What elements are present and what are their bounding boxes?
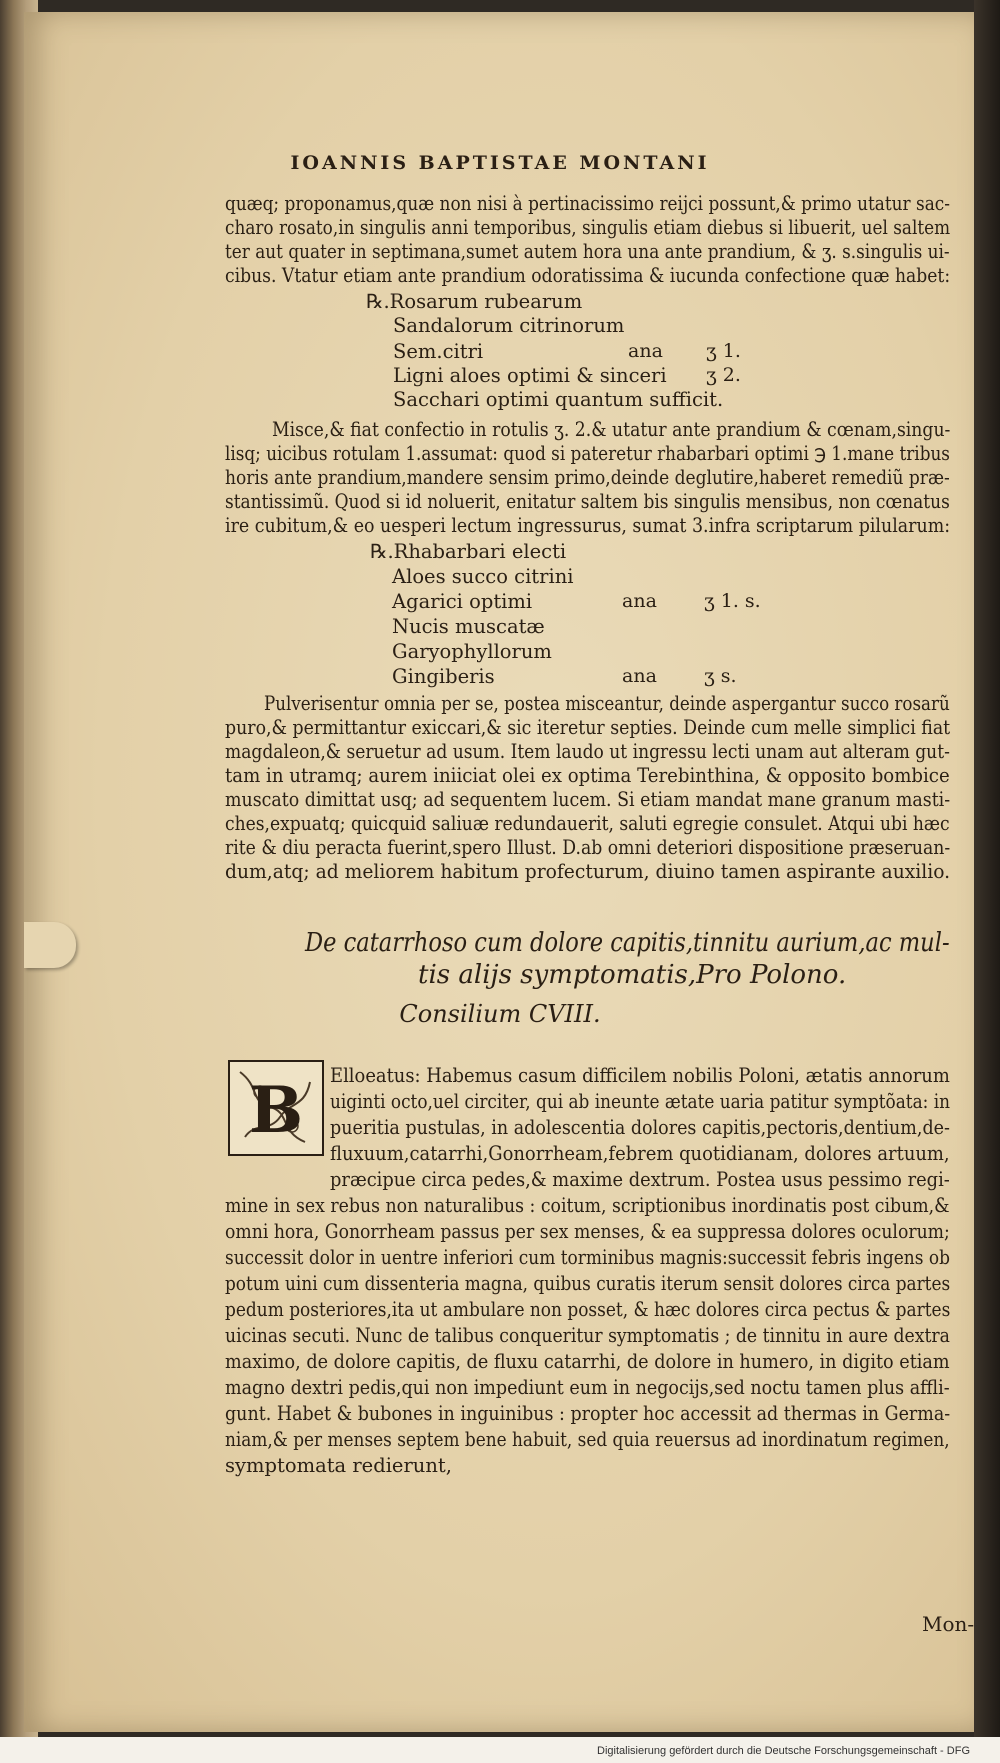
text-line: ches,expuatq; quicquid saliuæ redundauerit, saluti egregie consulet. Atqui ubi hæc [225,812,950,835]
text-line: Misce,& fiat confectio in rotulis ʒ. 2.& utatur ante prandium & cœnam,singu- [272,418,951,441]
text-line: maximo, de dolore capitis, de fluxu catarrhi, de dolore in humero, in digito etiam [225,1350,950,1373]
recipe-item: Garyophyllorum [392,640,552,663]
recipe-item: Gingiberis [392,665,495,688]
text-line: uiginti octo,uel circiter, qui ab ineunte ætate uaria patitur symptõata: in [330,1090,950,1113]
dose-value: ʒ 2. [706,364,741,386]
decorated-initial [228,1060,324,1156]
page-marker-tab [24,922,76,968]
dose-value: ʒ 1. [706,340,741,362]
text-line: ire cubitum,& eo uesperi lectum ingressurus, sumat 3.infra scriptarum pilularum: [225,514,951,537]
running-head: IOANNIS BAPTISTAE MONTANI [290,152,710,174]
text-line: horis ante prandium,mandere sensim primo,deinde deglutire,haberet remediũ præ- [225,466,950,489]
text-line: quæq; proponamus,quæ non nisi à pertinacissimo reijci possunt,& primo utatur sac- [225,192,950,215]
text-line: stantissimũ. Quod si id noluerit, enitatur saltem bis singulis mensibus, non cœnatus [225,490,950,513]
recipe-item: Ligni aloes optimi & sinceri [393,364,667,387]
recipe-item: Aloes succo citrini [392,565,574,588]
recipe-item: ℞.Rhabarbari electi [370,540,567,563]
dose-value: ʒ 1. s. [704,590,761,612]
text-line: charo rosato,in singulis anni temporibus, singulis etiam diebus si libuerit, uel saltem [225,216,951,239]
text-line: magno dextri pedis,qui non impediunt eum in negocijs,sed noctu tamen plus affli- [225,1376,950,1399]
book-edge [974,0,1000,1763]
text-line: lisq; uicibus rotulam 1.assumat: quod si pateretur rhabarbari optimi ℈ 1.mane tribus [225,442,950,465]
text-line: pedum posteriores,ita ut ambulare non posset, & hæc dolores circa pectus & partes [225,1298,951,1321]
ana-label: ana [628,340,663,362]
section-heading: De catarrhoso cum dolore capitis,tinnitu aurium,ac mul- [305,928,950,958]
dose-value: ʒ s. [704,665,737,687]
section-heading: tis alijs symptomatis,Pro Polono. [418,960,847,990]
recipe-item: Sem.citri [393,340,484,363]
text-line: niam,& per menses septem bene habuit, sed quia reuersus ad inordinatum regimen, [225,1428,950,1451]
text-line: symptomata redierunt, [225,1454,452,1477]
text-line: fluxuum,catarrhi,Gonorrheam,febrem quotidianam, dolores artuum, [330,1142,950,1165]
text-line: successit dolor in uentre inferiori cum torminibus magnis:successit febris ingens ob [225,1246,950,1269]
recipe-item: Sandalorum citrinorum [393,314,625,337]
text-line: dum,atq; ad meliorem habitum profecturum, diuino tamen aspirante auxilio. [225,860,951,883]
text-line: mine in sex rebus non naturalibus : coitum, scriptionibus inordinatis post cibum,& [225,1194,950,1217]
text-line: ter aut quater in septimana,sumet autem hora una ante prandium, & ʒ. s.singulis ui- [225,240,950,263]
text-line: omni hora, Gonorrheam passus per sex menses, & ea suppressa dolores oculorum; [225,1220,950,1243]
ana-label: ana [622,665,657,687]
catchword: Mon- [922,1612,975,1636]
initial-letter: B [248,1073,304,1148]
text-line: Pulverisentur omnia per se, postea misceantur, deinde aspergantur succo rosarũ [264,692,950,715]
text-line: gunt. Habet & bubones in inguinibus : propter hoc accessit ad thermas in Germa- [225,1402,951,1425]
text-line: præcipue circa pedes,& maxime dextrum. Postea usus pessimo regi- [330,1168,950,1191]
footer-strip [0,1737,1000,1763]
recipe-item: Sacchari optimi quantum sufficit. [393,388,724,411]
text-line: Elloeatus: Habemus casum difficilem nobilis Poloni, ætatis annorum [330,1064,950,1087]
digitization-credit: Digitalisierung gefördert durch die Deutsche Forschungsgemeinschaft - DFG [597,1745,970,1757]
text-line: tam in utramq; aurem iniiciat olei ex optima Terebinthina, & opposito bombice [225,764,950,787]
text-line: cibus. Vtatur etiam ante prandium odoratissima & iucunda confectione quæ habet: [225,264,951,287]
consilium-title: Consilium CVIII. [399,1000,601,1028]
text-line: rite & diu peracta fuerint,spero Illust. D.ab omni deteriori dispositione præseruan- [225,836,951,859]
recipe-item: Agarici optimi [392,590,533,613]
ana-label: ana [622,590,657,612]
text-line: pueritia pustulas, in adolescentia dolores capitis,pectoris,dentium,de- [330,1116,950,1139]
text-line: muscato dimittat usq; ad sequentem lucem. Si etiam mandat mane granum masti- [225,788,951,811]
text-line: magdaleon,& seruetur ad usum. Item laudo ut ingressu lecti unam aut alteram gut- [225,740,950,763]
text-line: puro,& permittantur exiccari,& sic iteretur septies. Deinde cum melle simplici fiat [225,716,951,739]
recipe-item: ℞.Rosarum rubearum [366,290,583,313]
text-line: uicinas secuti. Nunc de talibus conqueritur symptomatis ; de tinnitu in aure dextra [225,1324,950,1347]
recipe-item: Nucis muscatæ [392,615,545,638]
text-line: potum uini cum dissenteria magna, quibus curatis iterum sensit dolores circa partes [225,1272,951,1295]
